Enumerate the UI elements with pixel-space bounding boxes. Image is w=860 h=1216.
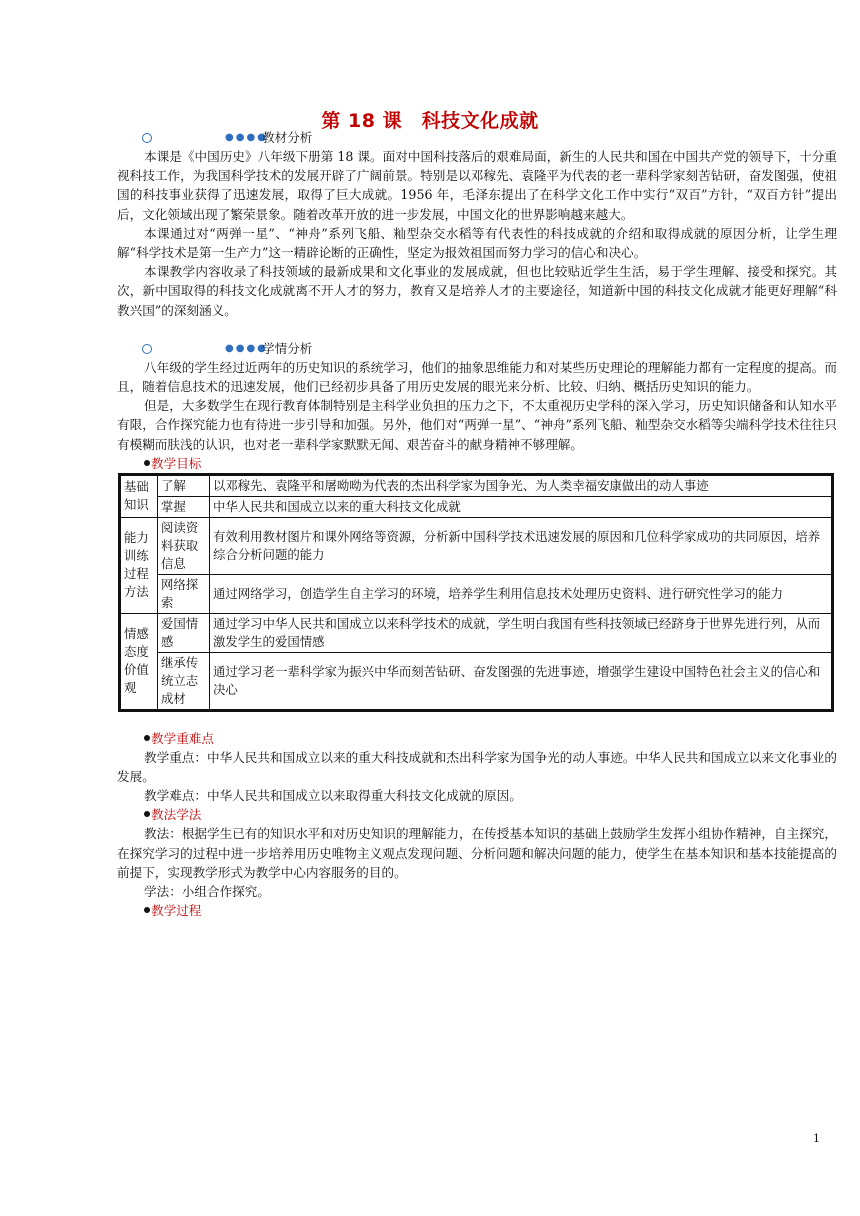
table-cell-group: 基础知识 <box>121 475 158 517</box>
table-row <box>121 496 832 517</box>
page-number: 1 <box>813 1132 820 1145</box>
bullet-icon <box>144 907 150 913</box>
heading-keypoints: 教学重难点 <box>117 729 837 748</box>
paragraph: 但是，大多数学生在现行教育体制特别是主科学业负担的压力之下，不太重视历史学科的深入学习，历史知识储备和认知水平有限，合作探究能力也有待进一步引导和加强。另外，他们对“两弹一星”、“神舟”系列飞船、籼型杂交水稻等尖端科学技术往往只有模糊而肤浅的认识，也对老一辈科学家默默无闻、艰苦奋斗的献身精神不够理解。 <box>117 398 837 452</box>
section-label: 教材分析 <box>262 130 313 145</box>
table-cell-sub: 掌握 <box>158 496 210 517</box>
dots-icon: ●●●● <box>225 342 268 354</box>
table-cell-sub: 爱国情感 <box>158 613 210 652</box>
table-cell-group: 情感态度价值观 <box>121 613 158 709</box>
table-cell-sub: 了解 <box>158 475 210 496</box>
section-label: 学情分析 <box>262 340 313 356</box>
circle-icon <box>142 133 152 143</box>
table-cell-sub: 阅读资料获取信息 <box>158 517 210 574</box>
heading-process: 教学过程 <box>117 901 837 920</box>
table-cell-sub: 继承传统立志成材 <box>158 652 210 709</box>
section-header-student <box>117 339 837 358</box>
bullet-icon <box>144 735 150 741</box>
bullet-icon <box>144 811 150 817</box>
table-cell-text: 中华人民共和国成立以来的重大科技文化成就 <box>210 496 832 517</box>
paragraph: 本课是《中国历史》八年级下册第 18 课。面对中国科技落后的艰难局面，新生的人民共和国在中国共产党的领导下，十分重视科技工作，为我国科学技术的发展开辟了广阔前景。特别是以邓稼先、袁隆平为代表的老一辈科学家刻苦钻研，奋发图强，使祖国的科技事业获得了迅速发展，取得了巨大成就。1956 年，毛泽东提出了在科学文化工作中实行“双百”方针，“双百方针”提出后，文化领域出现了繁荣景象。随着改革开放的进一步发展，中国文化的世界影响越来越大。 <box>117 149 837 222</box>
table-row <box>121 574 832 613</box>
heading-methods: 教法学法 <box>117 805 837 824</box>
content <box>117 128 837 920</box>
table-cell-group: 能力训练过程方法 <box>121 517 158 613</box>
table-row <box>121 517 832 574</box>
table-row <box>121 652 832 709</box>
page-title: 第 18 课 科技文化成就 <box>321 110 539 132</box>
table-cell-text: 有效利用教材图片和课外网络等资源，分析新中国科学技术迅速发展的原因和几位科学家成功的共同原因，培养综合分析问题的能力 <box>210 517 832 574</box>
table-cell-text: 以邓稼先、袁隆平和屠呦呦为代表的杰出科学家为国争光、为人类幸福安康做出的动人事迹 <box>210 475 832 496</box>
paragraph: 教学重点：中华人民共和国成立以来的重大科技成就和杰出科学家为国争光的动人事迹。中华人民共和国成立以来文化事业的发展。 <box>117 749 837 785</box>
goals-table <box>120 475 832 710</box>
section-header-analysis <box>117 128 837 147</box>
paragraph: 本课教学内容收录了科技领域的最新成果和文化事业的发展成就，但也比较贴近学生生活，易于学生理解、接受和探究。其次，新中国取得的科技文化成就离不开人才的努力，教育又是培养人才的主要途径，知道新中国的科技文化成就才能更好理解“科教兴国”的深刻涵义。 <box>117 264 837 318</box>
circle-icon <box>142 344 152 354</box>
paragraph: 本课通过对“两弹一星”、“神舟”系列飞船、籼型杂交水稻等有代表性的科技成就的介绍和取得成就的原因分析，让学生理解“科学技术是第一生产力”这一精辟论断的正确性，坚定为报效祖国而努力学习的信心和决心。 <box>117 225 837 261</box>
table-cell-sub: 网络探索 <box>158 574 210 613</box>
table-cell-text: 通过网络学习，创造学生自主学习的环境，培养学生利用信息技术处理历史资料、进行研究性学习的能力 <box>210 574 832 613</box>
paragraph: 教学难点：中华人民共和国成立以来取得重大科技文化成就的原因。 <box>144 788 522 804</box>
table-cell-text: 通过学习老一辈科学家为振兴中华而刻苦钻研、奋发图强的先进事迹，增强学生建设中国特色社会主义的信心和决心 <box>210 652 832 709</box>
paragraph: 教法：根据学生已有的知识水平和对历史知识的理解能力，在传授基本知识的基础上鼓励学生发挥小组协作精神，自主探究，在探究学习的过程中进一步培养用历史唯物主义观点发现问题、分析问题和解决问题的能力，使学生在基本知识和基本技能提高的前提下，实现教学形式为教学中心内容服务的目的。 <box>117 826 837 880</box>
table-cell-text: 通过学习中华人民共和国成立以来科学技术的成就，学生明白我国有些科技领域已经跻身于世界先进行列，从而激发学生的爱国情感 <box>210 613 832 652</box>
heading-goals: 教学目标 <box>117 454 837 473</box>
bullet-icon <box>144 460 150 466</box>
dots-icon: ●●●● <box>225 132 268 143</box>
table-row <box>121 475 832 496</box>
table-row <box>121 613 832 652</box>
paragraph: 八年级的学生经过近两年的历史知识的系统学习，他们的抽象思维能力和对某些历史理论的理解能力都有一定程度的提高。而且，随着信息技术的迅速发展，他们已经初步具备了用历史发展的眼光来分析、比较、归纳、概括历史知识的能力。 <box>117 359 837 395</box>
paragraph: 学法：小组合作探究。 <box>144 884 270 900</box>
